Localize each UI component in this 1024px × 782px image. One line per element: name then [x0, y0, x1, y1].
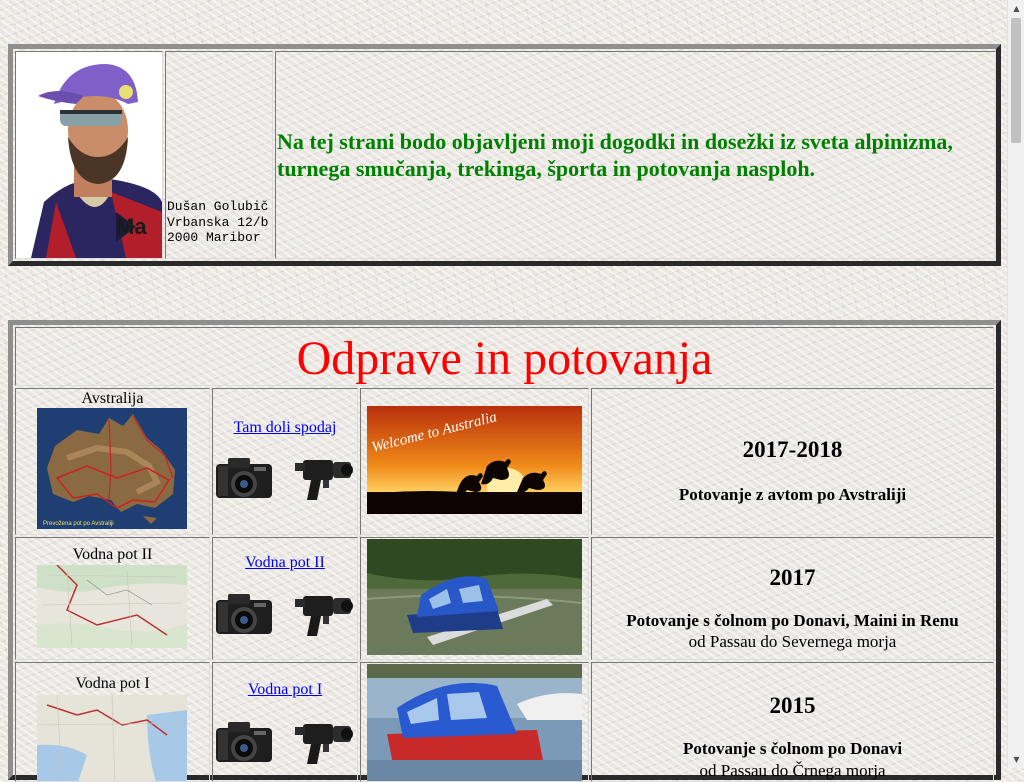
vertical-scrollbar[interactable] [1007, 0, 1024, 768]
intro-text: Na tej strani bodo objavljeni moji dogodki in dosežki iz sveta alpinizma, turnega smučanja, trekinga, športa in potovanja nasploh. [277, 129, 953, 181]
address-city: 2000 Maribor [167, 230, 261, 245]
scroll-down-arrow-icon[interactable]: ▼ [1013, 755, 1020, 764]
year-label: 2017 [769, 565, 816, 590]
year-label: 2017-2018 [742, 437, 843, 462]
video-camera-icon[interactable] [293, 718, 355, 768]
links-cell [212, 537, 358, 660]
header-table [8, 44, 1001, 266]
photo-camera-icon[interactable] [214, 590, 274, 640]
photo-cell [360, 388, 589, 535]
map-label: Vodna pot I [75, 675, 150, 692]
portrait-photo [16, 52, 162, 258]
map-caption: Prevožena pot po Avstraliji [43, 521, 114, 527]
trip-description: Potovanje s čolnom po Donavi [682, 739, 903, 758]
portrait-cell [15, 51, 163, 259]
intro-cell [275, 51, 996, 259]
address-cell [165, 51, 273, 259]
map-label: Avstralija [81, 390, 144, 407]
address-block [167, 199, 268, 246]
year-label: 2015 [769, 693, 816, 718]
route-map-1-image[interactable] [37, 695, 187, 782]
trip-route: od Passau do Črnega morja [699, 761, 886, 780]
table-row-australia-map-cell [15, 388, 210, 535]
map-label: Vodna pot II [72, 546, 153, 563]
photo-camera-icon[interactable] [214, 718, 274, 768]
trip-description: Potovanje s čolnom po Donavi, Maini in Renu [626, 611, 959, 630]
australia-map-image[interactable] [37, 408, 187, 529]
photo-cell [360, 537, 589, 660]
photo-camera-icon[interactable] [214, 454, 274, 504]
link-tam-doli-spodaj[interactable]: Tam doli spodaj [233, 419, 337, 436]
address-name: Dušan Golubič [167, 199, 269, 214]
trip-route: od Passau do Severnega morja [688, 632, 897, 651]
photo-cell [360, 662, 589, 782]
scrollbar-thumb[interactable] [1011, 18, 1021, 143]
address-street: Vrbanska 12/b [167, 214, 269, 230]
link-vodna-pot-2[interactable]: Vodna pot II [245, 554, 325, 571]
table-row-vodna-pot-1-map-cell [15, 662, 210, 782]
expeditions-table [8, 320, 1001, 780]
info-cell-vodna-pot-1 [591, 662, 994, 782]
trip-description: Potovanje z avtom po Avstraliji [678, 485, 907, 504]
title-cell [15, 327, 994, 386]
info-cell-australia [591, 388, 994, 535]
boat-on-river-photo[interactable] [367, 539, 582, 655]
welcome-to-australia-photo[interactable] [367, 406, 582, 514]
links-cell [212, 662, 358, 782]
video-camera-icon[interactable] [293, 590, 355, 640]
route-map-2-image[interactable] [37, 565, 187, 648]
boat-at-marina-photo[interactable] [367, 664, 582, 782]
video-camera-icon[interactable] [293, 454, 355, 504]
info-cell-vodna-pot-2 [591, 537, 994, 660]
link-vodna-pot-1[interactable]: Vodna pot I [247, 681, 323, 698]
links-cell [212, 388, 358, 535]
photo-caption: Welcome to Australia [370, 409, 499, 456]
table-row-vodna-pot-2-map-cell [15, 537, 210, 660]
svg-text:Ma: Ma [116, 214, 147, 239]
page-title: Odprave in potovanja [296, 332, 713, 385]
scroll-up-arrow-icon[interactable]: ▲ [1013, 4, 1020, 13]
